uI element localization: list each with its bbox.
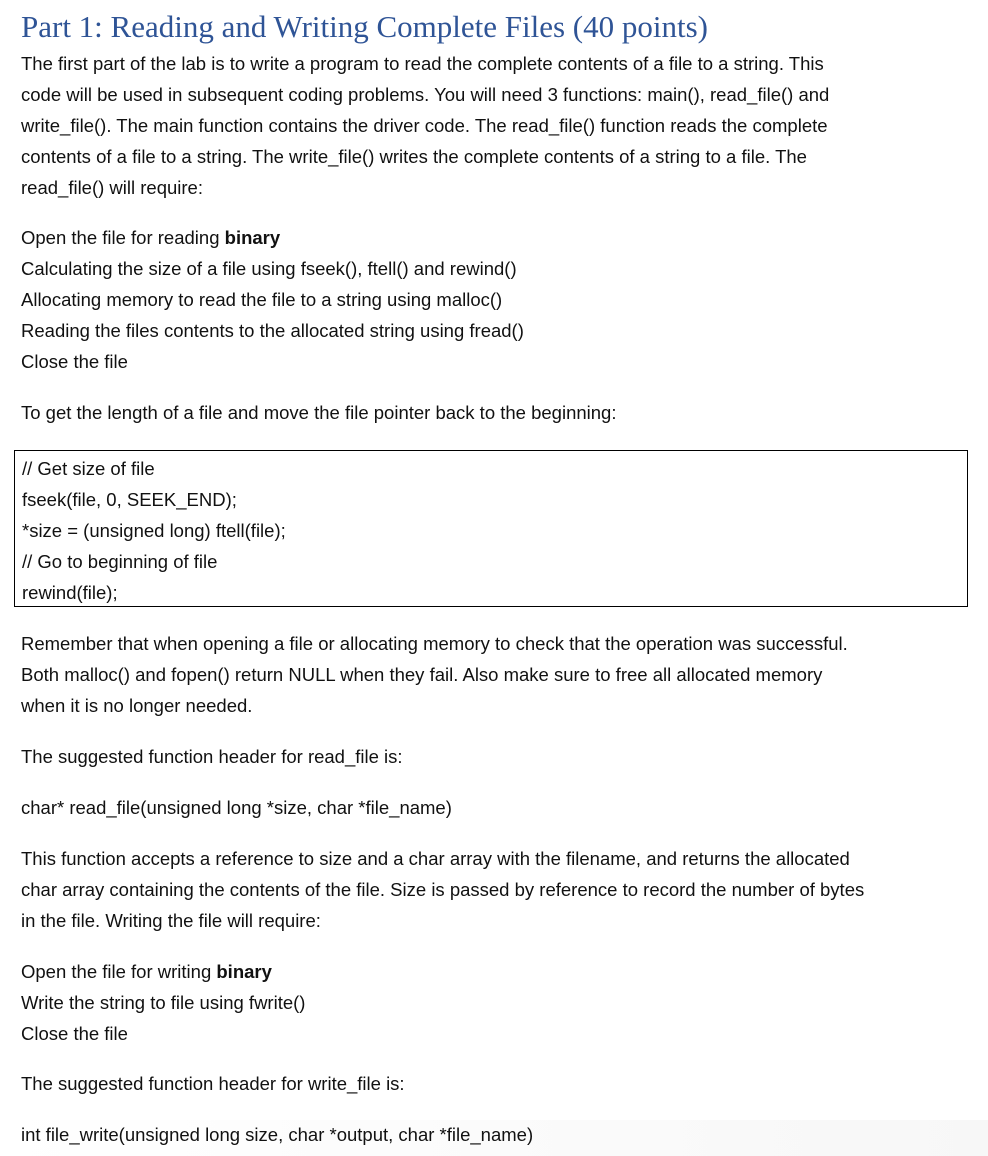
code-line: // Go to beginning of file bbox=[22, 551, 218, 572]
write-function-header-line: int file_write(unsigned long size, char *output, char *file_name) bbox=[21, 1124, 534, 1145]
accepts-line: char array containing the contents of the file. Size is passed by reference to record the number of bytes bbox=[21, 879, 865, 900]
read-step-open bbox=[21, 222, 966, 253]
read-step-item: Close the file bbox=[21, 351, 128, 372]
code-line: rewind(file); bbox=[22, 582, 118, 603]
read-function-header bbox=[21, 792, 966, 823]
length-intro-line: To get the length of a file and move the file pointer back to the beginning: bbox=[21, 402, 617, 423]
intro-line: contents of a file to a string. The write_file() writes the complete contents of a string to a file. The bbox=[21, 146, 807, 167]
read-function-header-line: char* read_file(unsigned long *size, char *file_name) bbox=[21, 797, 452, 818]
read-step-item: Calculating the size of a file using fseek(), ftell() and rewind() bbox=[21, 258, 517, 279]
read-step-open-bold: binary bbox=[224, 227, 281, 248]
write-step-open-bold: binary bbox=[216, 961, 272, 982]
write-step-item: Write the string to file using fwrite() bbox=[21, 992, 306, 1013]
write-step-open-text: Open the file for writing bbox=[21, 961, 217, 982]
code-line: *size = (unsigned long) ftell(file); bbox=[22, 520, 286, 541]
remember-paragraph bbox=[21, 628, 966, 721]
read-steps-list bbox=[21, 222, 966, 377]
read-step-item: Reading the files contents to the allocated string using fread() bbox=[21, 320, 524, 341]
write-header-intro-paragraph bbox=[21, 1068, 966, 1099]
write-step-item: Close the file bbox=[21, 1023, 128, 1044]
length-intro-paragraph bbox=[21, 397, 966, 428]
intro-paragraph bbox=[21, 48, 966, 203]
read-header-intro-line: The suggested function header for read_file is: bbox=[21, 746, 403, 767]
intro-line: code will be used in subsequent coding problems. You will need 3 functions: main(), read_file() and bbox=[21, 84, 830, 105]
accepts-line: in the file. Writing the file will require: bbox=[21, 910, 321, 931]
code-snippet bbox=[22, 453, 967, 608]
code-snippet-box bbox=[14, 450, 968, 607]
write-function-header bbox=[21, 1119, 966, 1150]
read-header-intro-paragraph bbox=[21, 741, 966, 772]
accepts-paragraph bbox=[21, 843, 966, 936]
code-line: // Get size of file bbox=[22, 458, 155, 479]
remember-line: Remember that when opening a file or allocating memory to check that the operation was successful. bbox=[21, 633, 848, 654]
accepts-line: This function accepts a reference to size and a char array with the filename, and returns the allocated bbox=[21, 848, 850, 869]
code-line: fseek(file, 0, SEEK_END); bbox=[22, 489, 237, 510]
read-step-item: Allocating memory to read the file to a string using malloc() bbox=[21, 289, 503, 310]
remember-line: when it is no longer needed. bbox=[21, 695, 253, 716]
intro-line: The first part of the lab is to write a program to read the complete contents of a file to a string. This bbox=[21, 53, 824, 74]
write-header-intro-line: The suggested function header for write_file is: bbox=[21, 1073, 405, 1094]
read-step-open-text: Open the file for reading bbox=[21, 227, 225, 248]
intro-line: write_file(). The main function contains the driver code. The read_file() function reads the complete bbox=[21, 115, 828, 136]
intro-line: read_file() will require: bbox=[21, 177, 203, 198]
section-heading: Part 1: Reading and Writing Complete Files (40 points) bbox=[21, 9, 708, 44]
write-step-open bbox=[21, 956, 966, 987]
write-steps-list bbox=[21, 956, 966, 1049]
remember-line: Both malloc() and fopen() return NULL when they fail. Also make sure to free all allocated memory bbox=[21, 664, 823, 685]
